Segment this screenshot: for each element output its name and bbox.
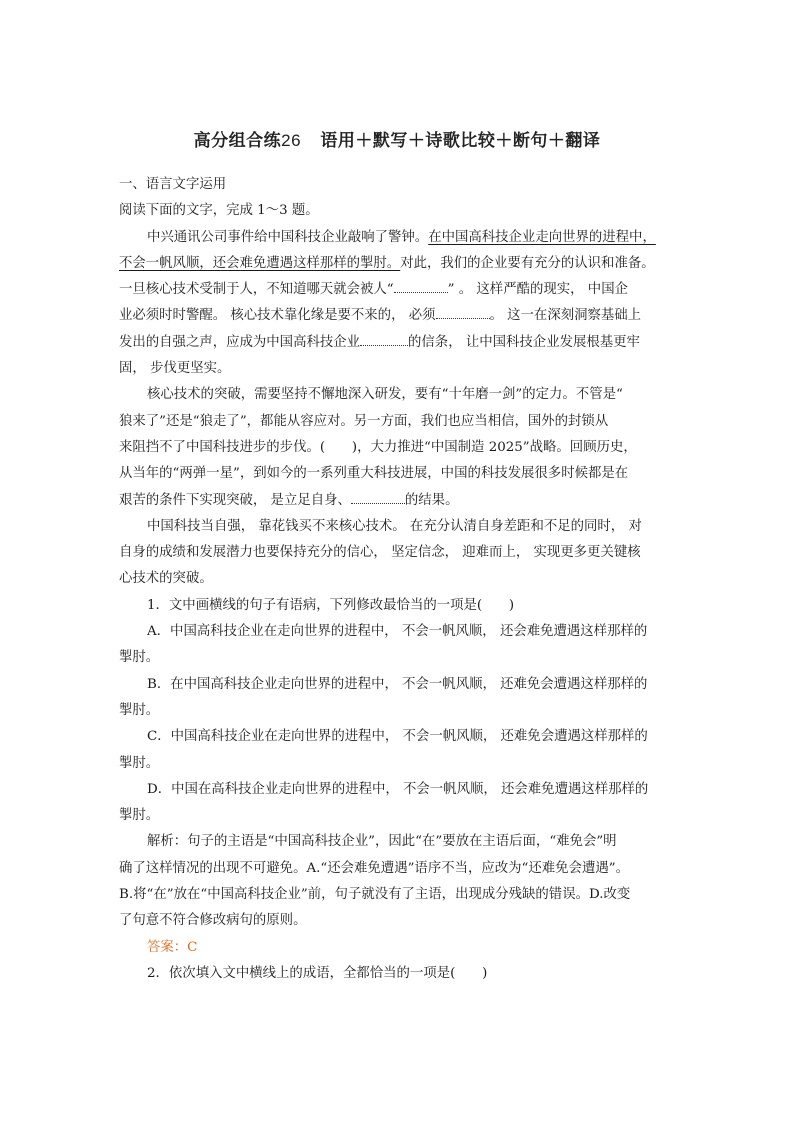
passage-line: 心技术的突破。 [119, 571, 213, 587]
page-title [0, 126, 794, 151]
option-c: C．中国高科技企业在走向世界的进程中， 不会一帆风顺， 还难免会遭遇这样那样的 [147, 729, 648, 745]
fill-blank [360, 331, 408, 346]
passage-line: 艰苦的条件下实现突破， 是立足自身、 的结果。 [119, 488, 675, 514]
passage-line: 中国科技当自强， 靠花钱买不来核心技术。 在充分认清自身差距和不足的同时， 对 [147, 518, 642, 534]
option-c-cont: 掣肘。 [119, 755, 160, 771]
passage-line: 狼来了”还是“狼走了”，都能从容应对。另一方面，我们也应当相信，国外的封锁从 [119, 413, 609, 429]
option-a-cont: 掣肘。 [119, 650, 160, 666]
section-heading: 一、语言文字运用 [119, 177, 227, 192]
passage-line: 自身的成绩和发展潜力也要保持充分的信心， 坚定信念， 迎难而上， 实现更多更关键核 [119, 545, 641, 561]
fill-blank [351, 489, 405, 504]
option-b: B．在中国高科技企业走向世界的进程中， 不会一帆风顺， 还难免会遭遇这样那样的 [147, 676, 648, 692]
title-topics: 语用＋默写＋诗歌比较＋断句＋翻译 [320, 131, 601, 151]
passage-line: 从当年的“两弹一星”，到如今的一系列重大科技进展，中国的科技发展很多时候都是在 [119, 466, 629, 482]
underlined-sentence: 在中国高科技企业走向世界的进程中， [428, 229, 656, 245]
fill-blank [436, 304, 490, 319]
title-prefix: 高分组合练 [193, 131, 282, 151]
passage-line: 业必须时时警醒。 核心技术靠化缘是要不来的， 必须 。 这一在深刻洞察基础上 [119, 303, 675, 329]
analysis-text: B.将“在”放在“中国高科技企业”前，句子就没有了主语，出现成分残缺的错误。D.改变 [119, 887, 631, 903]
analysis-text: 解析：句子的主语是“中国高科技企业”，因此“在”要放在主语后面，“难免会”明 [147, 834, 617, 850]
document-body [119, 172, 675, 987]
option-d: D．中国在高科技企业走向世界的进程中， 不会一帆风顺， 还会难免遭遇这样那样的 [147, 781, 649, 797]
passage-line: 中兴通讯公司事件给中国科技企业敲响了警钟。在中国高科技企业走向世界的进程中， [147, 229, 656, 245]
option-b-cont: 掣肘。 [119, 702, 160, 718]
analysis-text: 确了这样情况的出现不可避免。A.“还会难免遭遇”语序不当，应改为“还难免会遭遇”。 [119, 860, 629, 876]
passage-line: 不会一帆风顺，还会难免遭遇这样那样的掣肘。对此，我们的企业要有充分的认识和准备。 [119, 255, 655, 271]
passage-line: 固， 步伐更坚实。 [119, 361, 231, 377]
question-2-stem: 2．依次填入文中横线上的成语，全都恰当的一项是( ) [147, 965, 488, 981]
passage-line: 核心技术的突破，需要坚持不懈地深入研发，要有“十年磨一剑”的定力。不管是“ [147, 387, 623, 403]
passage-line: 发出的自强之声，应成为中国高科技企业 的信条， 让中国科技企业发展根基更牢 [119, 330, 675, 356]
analysis-text: 了句意不符合修改病句的原则。 [119, 913, 307, 929]
passage-line: 来阻挡不了中国科技进步的步伐。( )，大力推进“中国制造 2025”战略。回顾历史， [119, 439, 637, 455]
reading-instruction: 阅读下面的文字，完成 1～3 题。 [119, 203, 319, 219]
answer-line [119, 935, 675, 961]
title-number: 26 [281, 131, 302, 150]
answer-value: C [187, 939, 198, 955]
option-a: A．中国高科技企业在走向世界的进程中， 不会一帆风顺， 还会难免遭遇这样那样的 [147, 624, 648, 640]
question-1-stem: 1．文中画横线的句子有语病，下列修改最恰当的一项是( ) [147, 597, 515, 613]
answer-label: 答案： [147, 939, 188, 955]
option-d-cont: 掣肘。 [119, 808, 160, 824]
passage-line: 一旦核心技术受制于人，不知道哪天就会被人“ ” 。 这样严酷的现实， 中国企 [119, 277, 675, 303]
fill-blank [394, 278, 448, 293]
underlined-sentence: 不会一帆风顺，还会难免遭遇这样那样的掣肘。 [119, 255, 401, 271]
